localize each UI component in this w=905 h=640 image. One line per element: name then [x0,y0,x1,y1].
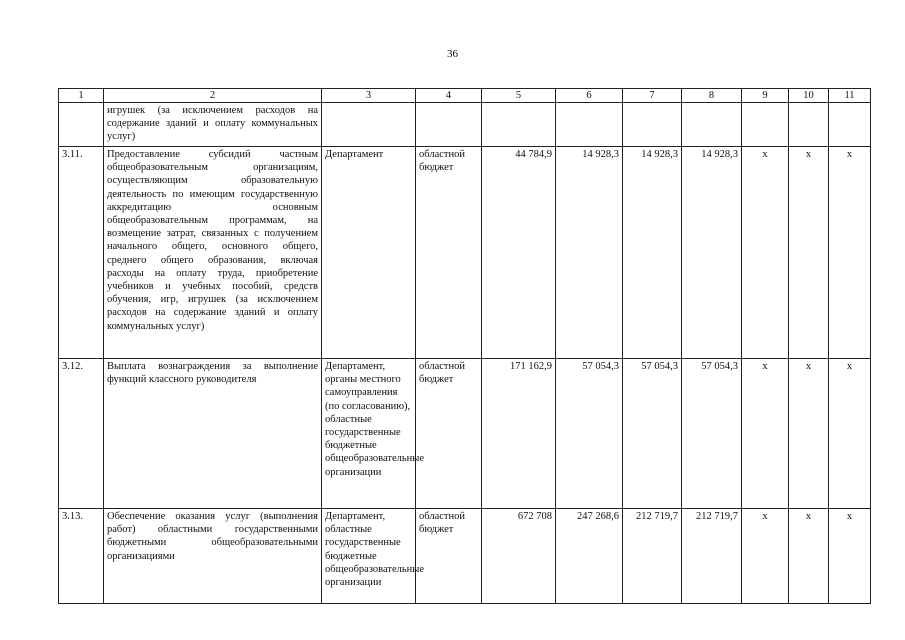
row-value-col10: х [789,359,829,509]
row-funding-source: областной бюджет [416,509,482,604]
column-number: 6 [556,89,623,103]
row-value-col10: х [789,509,829,604]
column-number: 2 [104,89,322,103]
row-value-col8: 212 719,7 [682,509,742,604]
row-description: Обеспечение оказания услуг (выполнения работ) областными государственными бюджетными общеобразовательными организациями [104,509,322,604]
column-number: 11 [829,89,871,103]
row-value-col8: 14 928,3 [682,147,742,359]
row-description: игрушек (за исключением расходов на содержание зданий и оплату коммунальных услуг) [104,103,322,147]
row-funding-source: областной бюджет [416,147,482,359]
row-value-col8 [682,103,742,147]
column-number: 8 [682,89,742,103]
row-value-col11: х [829,359,871,509]
row-executor [322,103,416,147]
row-number [59,103,104,147]
row-value-col7: 212 719,7 [623,509,682,604]
row-number: 3.12. [59,359,104,509]
row-executor: Департамент [322,147,416,359]
column-number: 3 [322,89,416,103]
row-value-col5: 672 708 [482,509,556,604]
row-description: Выплата вознаграждения за выполнение функций классного руководителя [104,359,322,509]
row-value-col9: х [742,509,789,604]
column-number: 5 [482,89,556,103]
table-row [59,509,871,604]
column-number: 10 [789,89,829,103]
row-value-col11 [829,103,871,147]
page-number: 36 [447,48,458,60]
row-value-col9: х [742,147,789,359]
table-row [59,103,871,147]
column-number-row [59,89,871,103]
row-value-col9 [742,103,789,147]
row-value-col7: 14 928,3 [623,147,682,359]
row-number: 3.11. [59,147,104,359]
row-value-col5 [482,103,556,147]
row-funding-source: областной бюджет [416,359,482,509]
column-number: 1 [59,89,104,103]
row-value-col5: 44 784,9 [482,147,556,359]
row-executor: Департамент, органы местного самоуправления (по согласованию), областные государственные бюджетные общеобразовательные организации [322,359,416,509]
row-value-col9: х [742,359,789,509]
row-value-col7 [623,103,682,147]
row-number: 3.13. [59,509,104,604]
row-description: Предоставление субсидий частным общеобразовательным организациям, осуществляющим образовательную деятельность по имеющим государственную аккредитацию основным общеобразовательным программам, на возмещение затрат, связанных с получением начального общего, основного общего, среднего общего образования, включая расходы на оплату труда, приобретение учебников и учебных пособий, средств обучения, игр, игрушек (за исключением расходов на содержание зданий и оплату коммунальных услуг) [104,147,322,359]
row-value-col6: 14 928,3 [556,147,623,359]
row-executor: Департамент, областные государственные бюджетные общеобразовательные организации [322,509,416,604]
row-value-col6 [556,103,623,147]
row-value-col6: 57 054,3 [556,359,623,509]
table-row [59,147,871,359]
budget-table [58,88,871,604]
row-value-col8: 57 054,3 [682,359,742,509]
row-value-col11: х [829,509,871,604]
column-number: 7 [623,89,682,103]
row-value-col10 [789,103,829,147]
table-row [59,359,871,509]
row-value-col5: 171 162,9 [482,359,556,509]
row-value-col11: х [829,147,871,359]
column-number: 4 [416,89,482,103]
row-value-col10: х [789,147,829,359]
row-funding-source [416,103,482,147]
row-value-col6: 247 268,6 [556,509,623,604]
row-value-col7: 57 054,3 [623,359,682,509]
column-number: 9 [742,89,789,103]
